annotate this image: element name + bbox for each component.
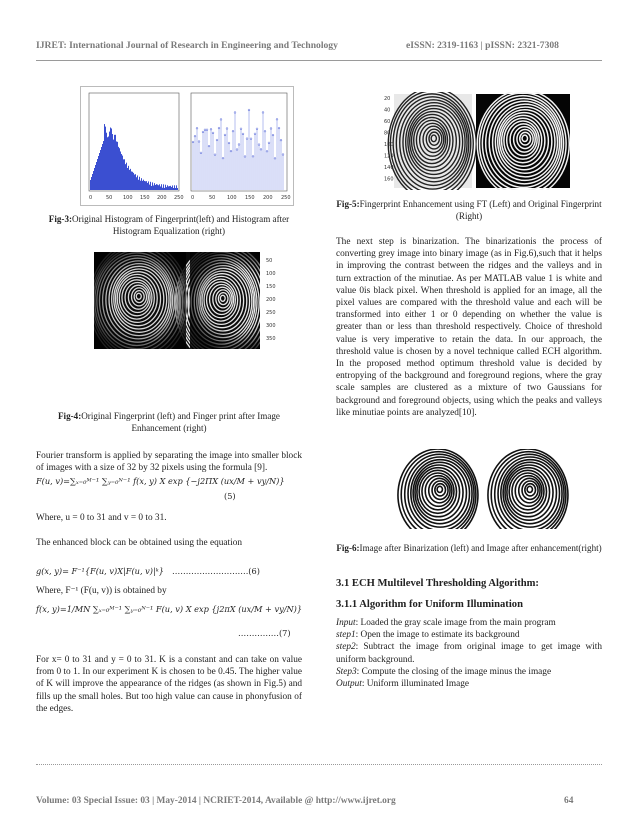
hist-left-bar <box>117 142 118 190</box>
hist-left-bar <box>118 147 119 190</box>
hist-left-bar <box>120 151 121 190</box>
hist-left-bar <box>157 185 158 190</box>
hist-left-bar <box>172 185 173 190</box>
hist-left-bar <box>150 182 151 190</box>
hist-left-bar <box>175 188 176 190</box>
hist-left-bar <box>156 184 157 190</box>
equation-7-number: ……………(7) <box>238 628 291 638</box>
step-3 <box>336 666 602 678</box>
hist-left-bar <box>134 175 135 190</box>
fig5-axis-tick: 80 <box>384 130 391 137</box>
hist-left-bar <box>173 188 174 190</box>
equation-5: F(u, v)=∑ₓ₌₀ᴹ⁻¹ ∑ᵧ₌₀ᴺ⁻¹ f(x, y) X exp {−j2ΠX (ux/M + vy/N)} <box>36 476 285 486</box>
hist-left-bar <box>125 164 126 190</box>
equation-6-number: ……………………….(6) <box>172 566 260 576</box>
left-para-3: For x= 0 to 31 and y = 0 to 31. K is a constant and can take on value from 0 to 1. In our experiment K is chosen to be 0.45. The higher value of K will improve the appearance of the ridges (as shown in Fig.5) and fills up the small holes. But too high value can cause in phonyfusion of the edges. <box>36 655 302 714</box>
hist-left-bar <box>151 186 152 190</box>
fig3-histogram-plots <box>81 87 293 205</box>
equation-6: g(x, y)= F⁻¹{F(u, v)X|F(u, v)|ᵏ} <box>36 566 164 576</box>
fig3-caption <box>38 214 300 237</box>
hist-left-bar <box>148 181 149 190</box>
step-input <box>336 617 602 629</box>
step-2-label: step2 <box>336 642 356 653</box>
hist-right-tick: 200 <box>263 195 273 201</box>
hist-left-bar <box>121 154 122 190</box>
hist-left-bar <box>144 181 145 190</box>
hist-left-bar <box>143 180 144 190</box>
hist-left-bar <box>167 185 168 190</box>
hist-left-bar <box>107 137 108 190</box>
fig4-axis-tick: 250 <box>266 310 276 316</box>
fig6-binarized <box>397 449 573 529</box>
hist-left-bar <box>160 186 161 190</box>
hist-left-bar <box>129 170 130 190</box>
hist-right-tick: 250 <box>281 195 291 201</box>
hist-left-bar <box>112 134 113 190</box>
fig4-fingerprints <box>94 252 282 349</box>
hist-left-tick: 50 <box>106 195 113 201</box>
step-3-label: Step3 <box>336 666 357 677</box>
step-output <box>336 678 602 690</box>
journal-title: IJRET: International Journal of Research in Engineering and Technology <box>36 40 338 51</box>
hist-left-bar <box>166 187 167 190</box>
hist-left-bar <box>142 181 143 190</box>
fingerprint-ridge <box>437 486 442 492</box>
step-input-label: Input <box>336 618 356 628</box>
fig4-axis-tick: 350 <box>266 336 276 342</box>
step-output-text: : Uniform illuminated Image <box>361 679 469 690</box>
fig5-axis-tick: 40 <box>384 107 391 114</box>
step-2 <box>336 641 602 665</box>
left-para-1: Fourier transform is applied by separating the image into smaller block of images with a size of 32 by 32 pixels using the formula [9]. <box>36 451 302 474</box>
hist-right-tick: 0 <box>191 195 195 201</box>
hist-left-bar <box>119 148 120 190</box>
hist-left-bar <box>164 188 165 190</box>
hist-left-bar <box>122 156 123 190</box>
fig5-axis-tick: 120 <box>384 153 394 160</box>
hist-left-bar <box>133 173 134 190</box>
fig3-histograms <box>80 86 294 206</box>
hist-left-bar <box>113 140 114 190</box>
fingerprint-ridge <box>527 486 532 492</box>
hist-left-bar <box>114 135 115 190</box>
hist-left-bar <box>110 128 111 190</box>
step-1 <box>336 629 602 641</box>
hist-right-tick: 150 <box>245 195 255 201</box>
footer-text: Volume: 03 Special Issue: 03 | May-2014 | NCRIET-2014, Available @ http://www.ijret.org <box>36 796 396 806</box>
hist-left-bar <box>132 172 133 190</box>
footer-rule <box>36 764 602 765</box>
fig5-text: Fingerprint Enhancement using FT (Left) and Original Fingerprint (Right) <box>359 199 602 221</box>
hist-left-bar <box>159 184 160 190</box>
step-input-text: : Loaded the gray scale image from the main program <box>355 618 556 628</box>
fig5-fingerprint-images <box>384 92 570 190</box>
fig4-axis-tick: 200 <box>266 297 276 303</box>
fig4-fingerprint-images <box>94 252 282 349</box>
hist-left-bar <box>171 187 172 190</box>
hist-left-bar <box>168 186 169 190</box>
hist-left-bar <box>104 124 105 190</box>
hist-left-bar <box>127 168 128 190</box>
hist-left-bar <box>111 128 112 190</box>
fig4-label: Fig-4: <box>58 411 82 421</box>
hist-left-bar <box>131 171 132 190</box>
hist-left-bar <box>97 159 98 190</box>
hist-right-tick: 50 <box>209 195 216 201</box>
hist-left-bar <box>94 168 95 190</box>
hist-left-bar <box>138 180 139 190</box>
hist-left-bar <box>177 188 178 190</box>
hist-left-bar <box>154 183 155 190</box>
fig5-axis-tick: 140 <box>384 165 394 171</box>
hist-left-bar <box>139 177 140 190</box>
section-3-1-heading: 3.1 ECH Multilevel Thresholding Algorithm: <box>336 578 539 589</box>
section-3-1-1-heading: 3.1.1 Algorithm for Uniform Illumination <box>336 599 523 610</box>
hist-left-bar <box>141 178 142 190</box>
hist-left-bar <box>96 162 97 190</box>
hist-left-bar <box>108 137 109 190</box>
hist-left-bar <box>103 141 104 190</box>
fig5-axis-tick: 60 <box>384 119 391 125</box>
issn: eISSN: 2319-1163 | pISSN: 2321-7308 <box>406 40 559 51</box>
hist-left-bar <box>140 181 141 190</box>
fig4-text: Original Fingerprint (left) and Finger print after Image Enhancement (right) <box>81 411 280 433</box>
hist-left-bar <box>158 185 159 190</box>
hist-left-bar <box>115 135 116 190</box>
where-2: Where, F⁻¹ (F(u, v)) is obtained by <box>36 586 167 596</box>
fig6-binarized-images <box>397 449 573 529</box>
hist-left-bar <box>174 185 175 190</box>
where-1: Where, u = 0 to 31 and v = 0 to 31. <box>36 513 167 523</box>
hist-left-tick: 100 <box>123 195 133 201</box>
fig3-text: Original Histogram of Fingerprint(left) and Histogram after Histogram Equalization (right) <box>72 214 290 236</box>
step-3-text: : Compute the closing of the image minus the image <box>356 666 552 677</box>
fig4-axis-tick: 300 <box>266 323 276 329</box>
hist-left-bar <box>123 159 124 190</box>
hist-left-bar <box>130 169 131 190</box>
algorithm-steps <box>336 617 602 690</box>
fig4-axis-tick: 150 <box>266 284 276 290</box>
hist-left-bar <box>136 177 137 190</box>
hist-left-bar <box>95 165 96 190</box>
hist-left-tick: 0 <box>89 195 93 201</box>
hist-left-bar <box>92 174 93 190</box>
step-1-label: step1 <box>336 630 356 641</box>
hist-right-tick: 100 <box>227 195 237 201</box>
hist-left-bar <box>102 144 103 190</box>
hist-left-tick: 250 <box>174 195 184 201</box>
hist-left-bar <box>145 181 146 190</box>
hist-left-bar <box>149 185 150 190</box>
fig5-caption <box>336 199 602 222</box>
hist-left-tick: 150 <box>140 195 150 201</box>
page-number: 64 <box>564 796 574 806</box>
fig3-label: Fig-3: <box>48 214 73 224</box>
hist-left-bar <box>176 185 177 190</box>
hist-left-bar <box>169 186 170 190</box>
step-2-text: : Subtract the image from original image to get image with uniform background. <box>336 642 602 665</box>
hist-left-bar <box>155 185 156 190</box>
step-1-text: : Open the image to estimate its background <box>355 630 520 641</box>
hist-left-bar <box>152 182 153 190</box>
fig5-label: Fig-5: <box>336 199 360 209</box>
hist-left-bar <box>90 180 91 190</box>
fig5-axis-tick: 20 <box>384 96 391 102</box>
equation-7: f(x, y)=1/MN ∑ₓ₌₀ᴹ⁻¹ ∑ᵧ₌₀ᴺ⁻¹ F(u, v) X exp {j2πX (ux/M + vy/N)} <box>36 604 303 614</box>
hist-left-bar <box>124 159 125 190</box>
hist-left-bar <box>101 147 102 190</box>
hist-left-bar <box>170 186 171 190</box>
header-rule <box>36 60 602 61</box>
hist-left-bar <box>98 156 99 190</box>
step-output-label: Output <box>336 679 362 690</box>
fig5-axis-tick: 160 <box>384 176 394 183</box>
hist-left-bar <box>126 163 127 190</box>
hist-left-bar <box>161 184 162 190</box>
hist-left-bar <box>137 175 138 190</box>
hist-left-bar <box>116 141 117 190</box>
hist-left-tick: 200 <box>157 195 167 201</box>
fig6-label: Fig-6: <box>336 543 360 553</box>
hist-left-bar <box>165 185 166 190</box>
hist-left-bar <box>153 185 154 190</box>
hist-left-bar <box>146 181 147 190</box>
hist-left-bar <box>162 188 163 190</box>
hist-left-bar <box>91 177 92 190</box>
hist-left-bar <box>163 184 164 190</box>
fig6-enhanced-fingerprint <box>488 449 568 529</box>
right-para-1: The next step is binarization. The binarizationis the process of converting grey image into binary image (as in Fig.6),such that it helps in improving the contrast between the ridges and the valleys and in turn extraction of the minutiae. As per MATLAB value 1 is white and value 0is black pixel. When threshold is applied for an image, all the pixel values are compared with the threshold value and each will be transformed into either 1 or 0 depending on whether the value is greater than or less than threshold respectively. Choice of threshold value is very imperative to retain the data. In our approach, the threshold value is chosen by a novel technique called ECH algorithm. In the proposed method optimum threshold value is decided by entropying of the background and foreground regions, where the gray scale samples are clustered as a mixture of two Gaussians for background and foreground objects, using which the peaks and valleys like minutiae points are analyzed[10]. <box>336 237 602 418</box>
hist-left-bar <box>106 133 107 190</box>
fig6-text: Image after Binarization (left) and Image after enhancement(right) <box>359 543 602 553</box>
fig5-axis-tick: 100 <box>384 142 394 148</box>
hist-left-bar <box>99 153 100 190</box>
hist-left-bar <box>109 132 110 190</box>
fig5-fingerprints <box>384 92 570 190</box>
hist-left-bar <box>147 183 148 190</box>
hist-left-bar <box>100 150 101 190</box>
equation-5-number: (5) <box>224 491 236 501</box>
hist-left-bar <box>135 174 136 190</box>
fig4-axis-tick: 100 <box>266 271 276 277</box>
fig4-axis-tick: 50 <box>266 258 273 264</box>
fig6-binarized-fingerprint <box>398 449 478 529</box>
fig4-caption <box>38 411 300 434</box>
hist-left-bar <box>105 127 106 190</box>
hist-left-bar <box>128 166 129 190</box>
hist-left-bar <box>93 171 94 190</box>
left-para-2: The enhanced block can be obtained using the equation <box>36 538 243 548</box>
fig6-caption <box>336 543 602 555</box>
